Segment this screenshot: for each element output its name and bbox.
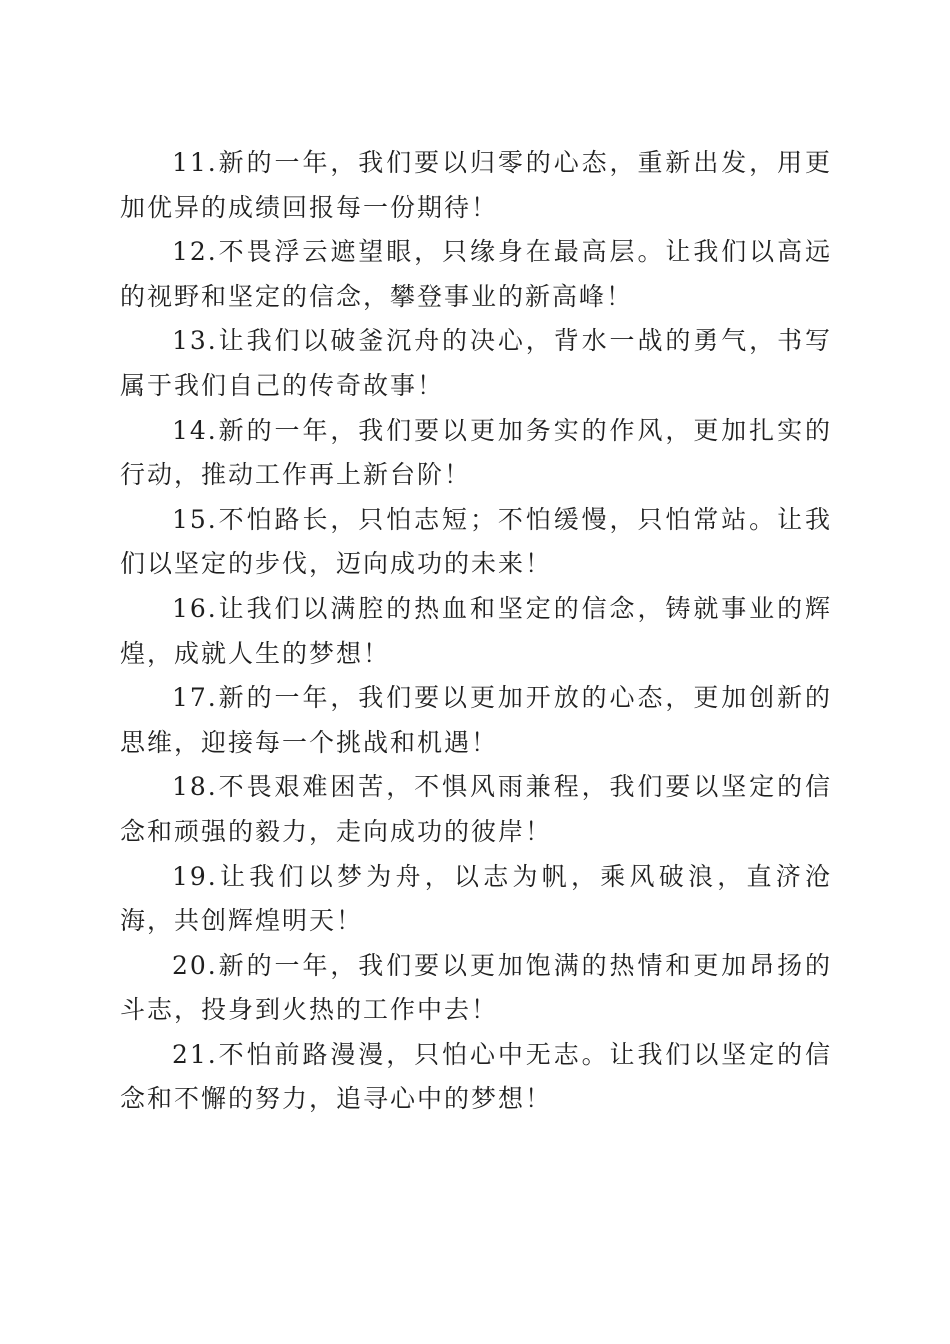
- paragraph-12: 12.不畏浮云遮望眼，只缘身在最高层。让我们以高远的视野和坚定的信念，攀登事业的新高峰！: [120, 237, 832, 311]
- paragraph-14: 14.新的一年，我们要以更加务实的作风，更加扎实的行动，推动工作再上新台阶！: [120, 415, 832, 490]
- paragraph-11: 11.新的一年，我们要以归零的心态，重新出发，用更加优异的成绩回报每一份期待！: [120, 148, 832, 222]
- paragraph-15: 15.不怕路长，只怕志短；不怕缓慢，只怕常站。让我们以坚定的步伐，迈向成功的未来！: [120, 504, 832, 579]
- paragraph-16: 16.让我们以满腔的热血和坚定的信念，铸就事业的辉煌，成就人生的梦想！: [120, 593, 832, 668]
- paragraph-21: 21.不怕前路漫漫，只怕心中无志。让我们以坚定的信念和不懈的努力，追寻心中的梦想！: [120, 1039, 832, 1114]
- paragraph-17: 17.新的一年，我们要以更加开放的心态，更加创新的思维，迎接每一个挑战和机遇！: [120, 683, 832, 757]
- paragraph-18: 18.不畏艰难困苦，不惧风雨兼程，我们要以坚定的信念和顽强的毅力，走向成功的彼岸！: [120, 772, 832, 846]
- paragraph-13: 13.让我们以破釜沉舟的决心，背水一战的勇气，书写属于我们自己的传奇故事！: [120, 326, 832, 400]
- paragraph-19: 19.让我们以梦为舟，以志为帆，乘风破浪，直济沧海，共创辉煌明天！: [120, 861, 832, 936]
- paragraph-20: 20.新的一年，我们要以更加饱满的热情和更加昂扬的斗志，投身到火热的工作中去！: [120, 950, 832, 1025]
- document-body: [120, 141, 832, 1122]
